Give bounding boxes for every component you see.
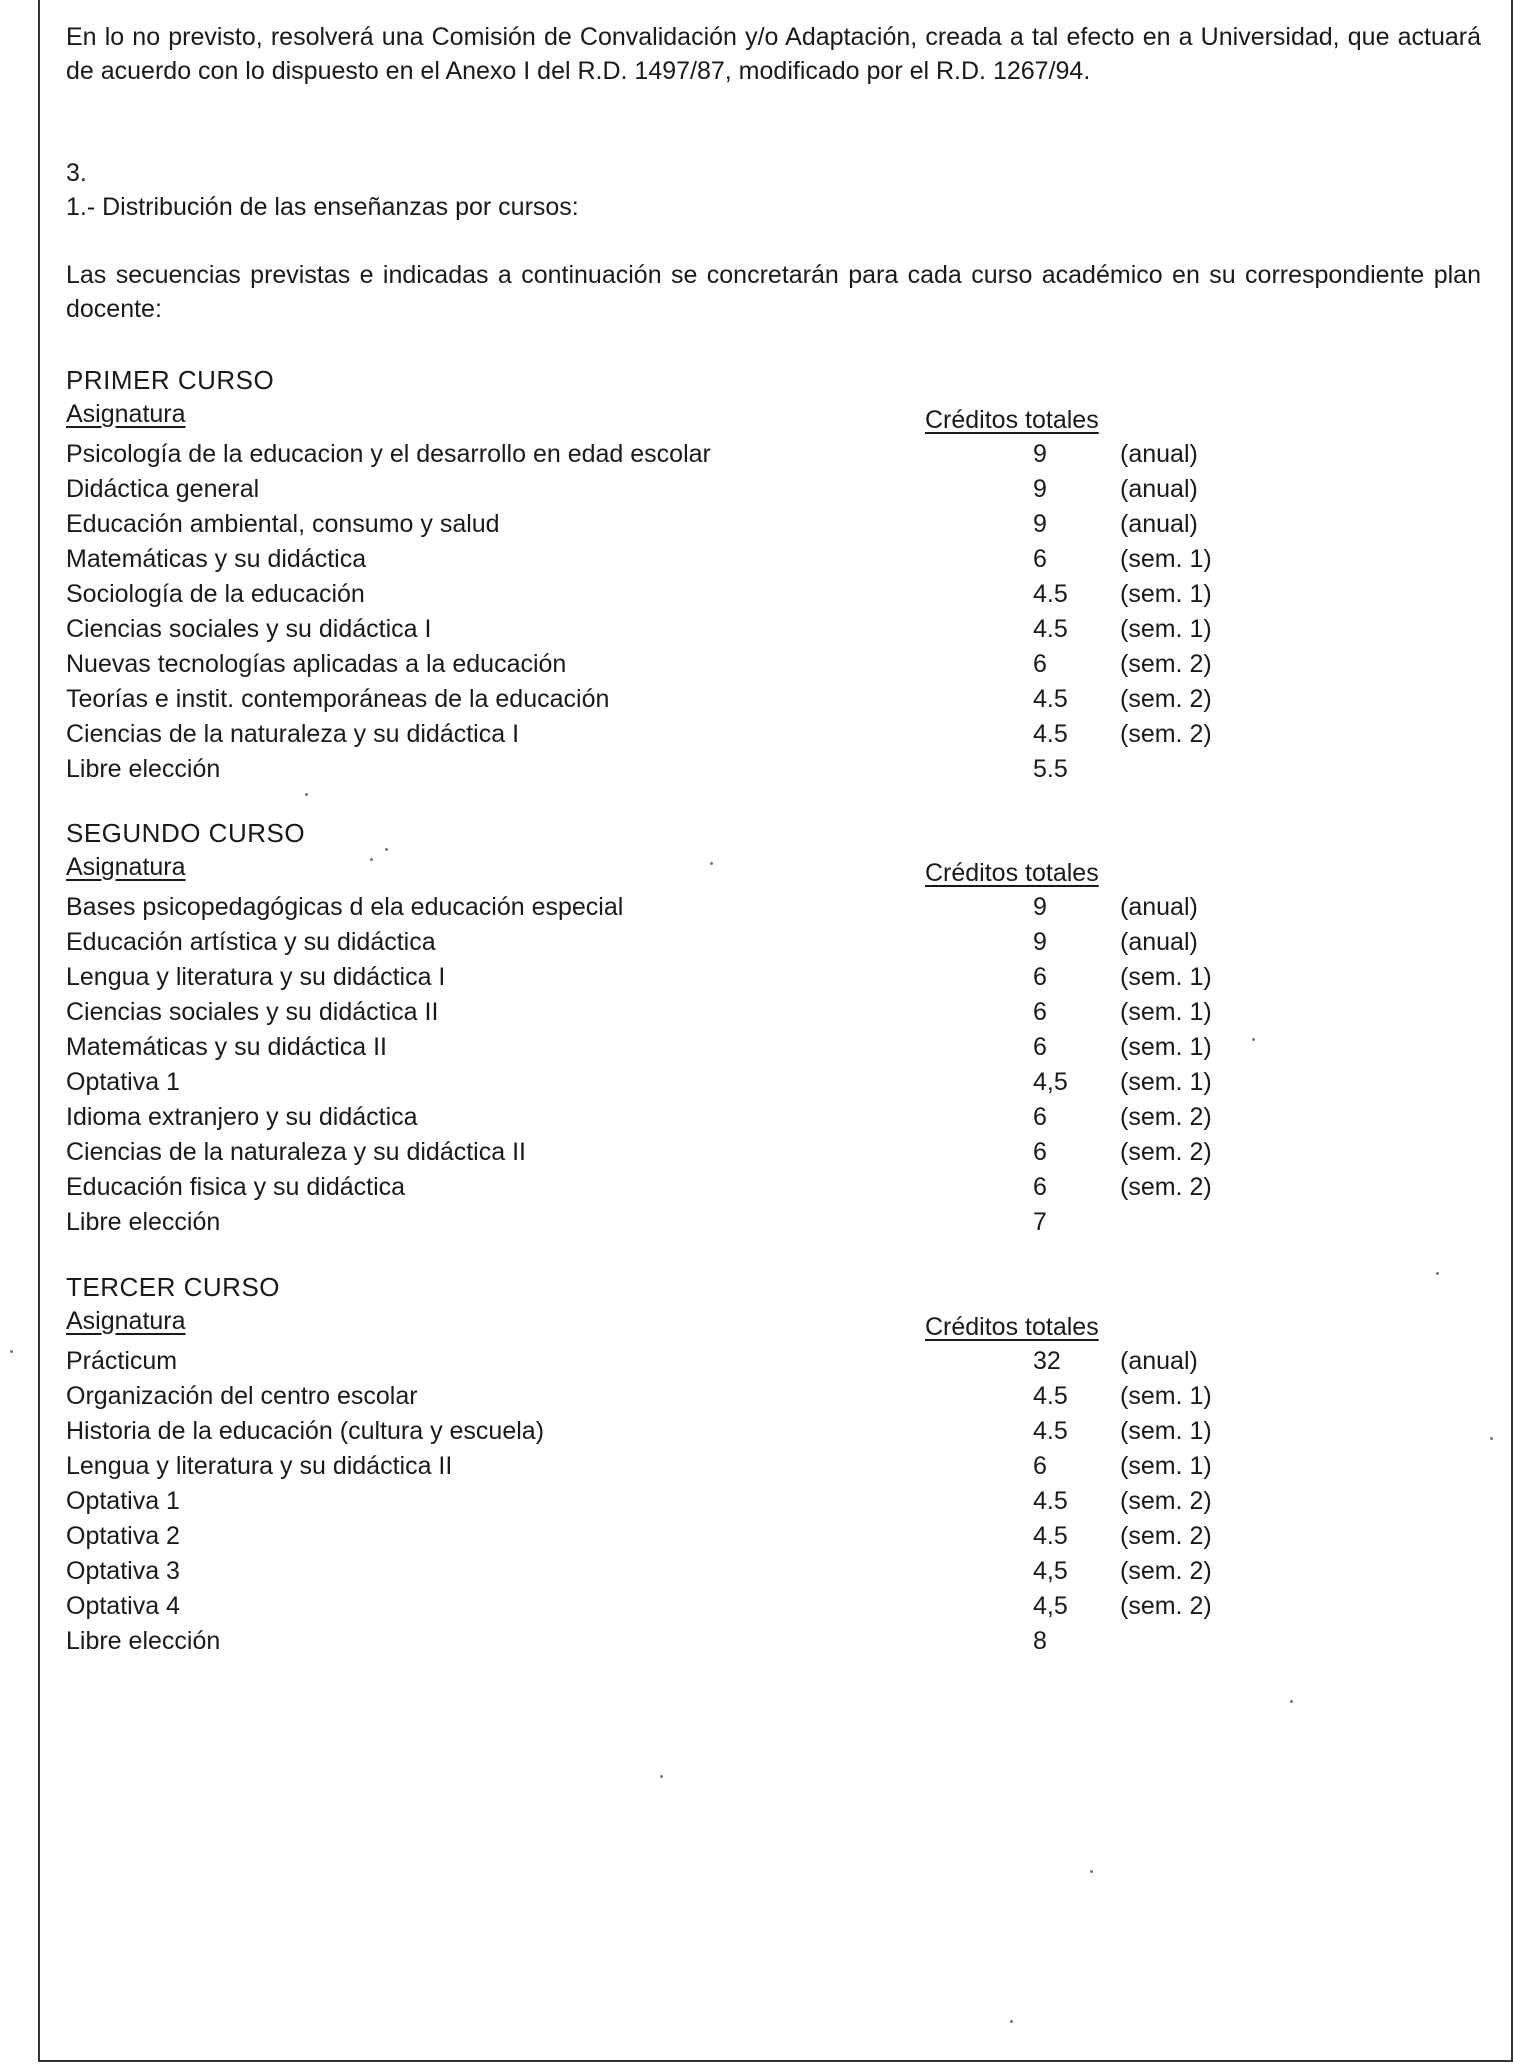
course-title: TERCER CURSO [66, 1272, 281, 1302]
section-title: 1.- Distribución de las enseñanzas por cursos: [66, 193, 579, 221]
period-cell: (sem. 1) [1120, 1452, 1212, 1480]
subject-cell: Psicología de la educacion y el desarrollo en edad escolar [66, 440, 711, 468]
credits-cell: 4.5 [1033, 1417, 1068, 1445]
period-cell: (sem. 1) [1120, 963, 1212, 991]
scan-speck [1090, 1870, 1093, 1873]
credits-cell: 4.5 [1033, 580, 1068, 608]
table-row [66, 925, 1466, 960]
credits-cell: 7 [1033, 1208, 1047, 1236]
table-row [66, 717, 1466, 752]
credits-cell: 4.5 [1033, 1487, 1068, 1515]
table-row [66, 577, 1466, 612]
subject-cell: Optativa 1 [66, 1487, 180, 1515]
credits-cell: 6 [1033, 650, 1047, 678]
credits-column-header: Créditos totales [925, 859, 1099, 887]
subject-cell: Optativa 2 [66, 1522, 180, 1550]
table-row [66, 507, 1466, 542]
period-cell: (sem. 2) [1120, 1487, 1212, 1515]
table-row [66, 1449, 1466, 1484]
period-cell: (sem. 1) [1120, 1417, 1212, 1445]
course-title: SEGUNDO CURSO [66, 818, 306, 848]
table-row [66, 1554, 1466, 1589]
subject-cell: Ciencias sociales y su didáctica I [66, 615, 432, 643]
subject-cell: Matemáticas y su didáctica II [66, 1033, 387, 1061]
credits-cell: 32 [1033, 1347, 1061, 1375]
subject-cell: Ciencias sociales y su didáctica II [66, 998, 439, 1026]
period-cell: (sem. 1) [1120, 580, 1212, 608]
table-row [66, 752, 1466, 787]
table-row [66, 1414, 1466, 1449]
credits-cell: 4,5 [1033, 1557, 1068, 1585]
table-row [66, 647, 1466, 682]
credits-cell: 6 [1033, 998, 1047, 1026]
period-cell: (sem. 2) [1120, 1173, 1212, 1201]
subject-cell: Bases psicopedagógicas d ela educación especial [66, 893, 624, 921]
subject-cell: Educación artística y su didáctica [66, 928, 436, 956]
subject-cell: Libre elección [66, 1627, 221, 1655]
subject-cell: Optativa 4 [66, 1592, 180, 1620]
table-row [66, 890, 1466, 925]
table-row [66, 995, 1466, 1030]
credits-cell: 6 [1033, 963, 1047, 991]
subject-cell: Sociología de la educación [66, 580, 365, 608]
period-cell: (anual) [1120, 510, 1198, 538]
scan-speck [710, 862, 713, 865]
period-cell: (sem. 1) [1120, 615, 1212, 643]
table-row [66, 1519, 1466, 1554]
credits-cell: 4.5 [1033, 1382, 1068, 1410]
subject-cell: Historia de la educación (cultura y escuela) [66, 1417, 545, 1445]
subject-cell: Libre elección [66, 755, 221, 783]
period-cell: (sem. 1) [1120, 1068, 1212, 1096]
table-row [66, 960, 1466, 995]
period-cell: (sem. 1) [1120, 998, 1212, 1026]
subject-cell: Ciencias de la naturaleza y su didáctica II [66, 1138, 526, 1166]
period-cell: (sem. 2) [1120, 1138, 1212, 1166]
sequence-paragraph: Las secuencias previstas e indicadas a continuación se concretarán para cada curso académico en su correspondiente plan docente: [66, 261, 1481, 323]
credits-cell: 9 [1033, 893, 1047, 921]
credits-cell: 6 [1033, 1173, 1047, 1201]
table-row [66, 1065, 1466, 1100]
scan-speck [370, 858, 373, 861]
subject-cell: Lengua y literatura y su didáctica II [66, 1452, 453, 1480]
credits-cell: 6 [1033, 545, 1047, 573]
table-row [66, 682, 1466, 717]
credits-cell: 4.5 [1033, 685, 1068, 713]
credits-cell: 4.5 [1033, 720, 1068, 748]
period-cell: (anual) [1120, 440, 1198, 468]
table-row [66, 1135, 1466, 1170]
period-cell: (sem. 1) [1120, 1033, 1212, 1061]
scan-speck [1490, 1437, 1493, 1440]
subject-cell: Didáctica general [66, 475, 260, 503]
course-title: PRIMER CURSO [66, 365, 275, 395]
credits-cell: 6 [1033, 1103, 1047, 1131]
subject-cell: Educación fisica y su didáctica [66, 1173, 406, 1201]
scan-speck [1290, 1700, 1293, 1703]
intro-paragraph: En lo no previsto, resolverá una Comisión de Convalidación y/o Adaptación, creada a tal efecto en a Universidad, que actuará de acuerdo con lo dispuesto en el Anexo I del R.D. 1497/87, modificado por el R.D. 1267/94. [66, 23, 1481, 85]
subject-column-header: Asignatura [66, 853, 186, 881]
scan-speck [660, 1775, 663, 1778]
subject-cell: Prácticum [66, 1347, 178, 1375]
credits-cell: 4,5 [1033, 1592, 1068, 1620]
scan-speck [1252, 1038, 1255, 1041]
period-cell: (sem. 2) [1120, 1557, 1212, 1585]
credits-column-header: Créditos totales [925, 1313, 1099, 1341]
period-cell: (sem. 2) [1120, 720, 1212, 748]
credits-cell: 4,5 [1033, 1068, 1068, 1096]
period-cell: (sem. 2) [1120, 1592, 1212, 1620]
credits-column-header: Créditos totales [925, 406, 1099, 434]
table-row [66, 472, 1466, 507]
subject-cell: Ciencias de la naturaleza y su didáctica I [66, 720, 520, 748]
period-cell: (sem. 2) [1120, 1522, 1212, 1550]
period-cell: (sem. 2) [1120, 650, 1212, 678]
table-row [66, 1170, 1466, 1205]
table-row [66, 612, 1466, 647]
section-number: 3. [66, 159, 87, 187]
subject-cell: Optativa 3 [66, 1557, 180, 1585]
credits-cell: 5.5 [1033, 755, 1068, 783]
table-row [66, 1379, 1466, 1414]
credits-cell: 9 [1033, 475, 1047, 503]
document-page [38, 0, 1513, 2062]
subject-cell: Educación ambiental, consumo y salud [66, 510, 500, 538]
table-row [66, 1589, 1466, 1624]
scan-speck [1010, 2020, 1013, 2023]
scan-speck [305, 793, 308, 796]
subject-column-header: Asignatura [66, 400, 186, 428]
subject-cell: Matemáticas y su didáctica [66, 545, 367, 573]
scan-speck [10, 1350, 13, 1353]
table-row [66, 1624, 1466, 1659]
scan-speck [1436, 1272, 1439, 1275]
subject-cell: Nuevas tecnologías aplicadas a la educación [66, 650, 567, 678]
table-row [66, 1100, 1466, 1135]
table-row [66, 1484, 1466, 1519]
subject-cell: Optativa 1 [66, 1068, 180, 1096]
credits-cell: 6 [1033, 1452, 1047, 1480]
subject-cell: Teorías e instit. contemporáneas de la educación [66, 685, 610, 713]
period-cell: (sem. 2) [1120, 685, 1212, 713]
period-cell: (anual) [1120, 1347, 1198, 1375]
credits-cell: 9 [1033, 440, 1047, 468]
table-row [66, 1205, 1466, 1240]
period-cell: (anual) [1120, 928, 1198, 956]
credits-cell: 6 [1033, 1033, 1047, 1061]
subject-column-header: Asignatura [66, 1307, 186, 1335]
table-row [66, 437, 1466, 472]
credits-cell: 9 [1033, 928, 1047, 956]
subject-cell: Libre elección [66, 1208, 221, 1236]
credits-cell: 9 [1033, 510, 1047, 538]
credits-cell: 8 [1033, 1627, 1047, 1655]
period-cell: (anual) [1120, 475, 1198, 503]
subject-cell: Organización del centro escolar [66, 1382, 418, 1410]
credits-cell: 4.5 [1033, 615, 1068, 643]
credits-cell: 4.5 [1033, 1522, 1068, 1550]
subject-cell: Lengua y literatura y su didáctica I [66, 963, 446, 991]
table-row [66, 542, 1466, 577]
table-row [66, 1030, 1466, 1065]
credits-cell: 6 [1033, 1138, 1047, 1166]
subject-cell: Idioma extranjero y su didáctica [66, 1103, 418, 1131]
period-cell: (sem. 1) [1120, 545, 1212, 573]
period-cell: (anual) [1120, 893, 1198, 921]
period-cell: (sem. 2) [1120, 1103, 1212, 1131]
table-row [66, 1344, 1466, 1379]
scan-speck [385, 848, 388, 851]
period-cell: (sem. 1) [1120, 1382, 1212, 1410]
